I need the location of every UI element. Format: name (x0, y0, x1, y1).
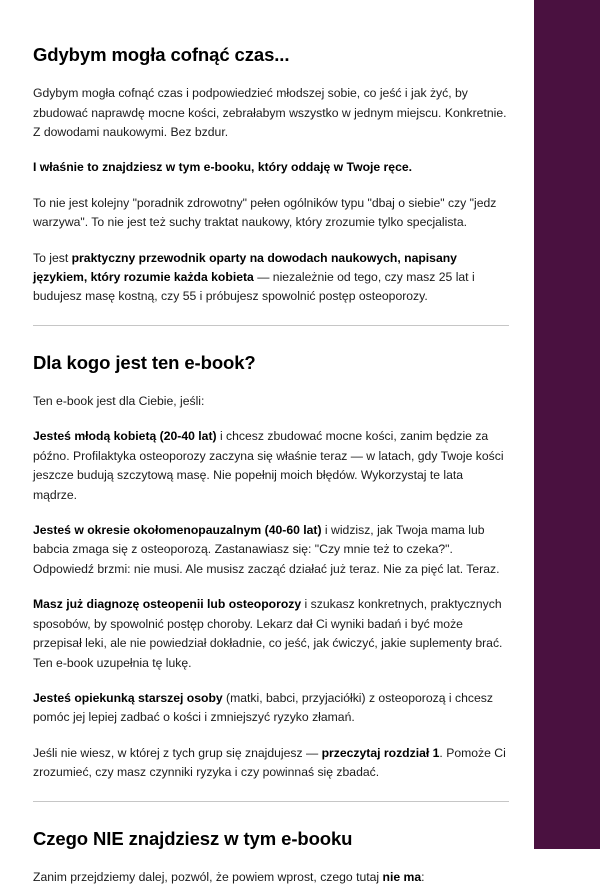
dla-kogo-closing-bold: przeczytaj rozdział 1 (321, 745, 440, 760)
intro-paragraph-2-bold (33, 158, 508, 177)
czego-nie-intro-lead: Zanim przejdziemy dalej, pozwól, że powiem wprost, czego tutaj (33, 869, 383, 884)
section-heading-dla-kogo: Dla kogo jest ten e-book? (33, 351, 256, 373)
section-divider-2 (33, 801, 509, 802)
intro-paragraph-3: To nie jest kolejny "poradnik zdrowotny" pełen ogólników typu "dbaj o siebie" czy "jedz warzywa". To nie jest też suchy traktat naukowy, który zrozumie tylko specjalista. (33, 195, 497, 230)
intro-highlight: I właśnie to znajdziesz w tym e-booku, który oddaję w Twoje ręce. (33, 160, 413, 175)
audience-item-3 (33, 595, 508, 673)
audience-item-4-text: (matki, babci, przyjaciółki) z osteoporozą i chcesz pomóc jej lepiej zadbać o kości i zmniejszyć ryzyko złamań. (33, 690, 493, 725)
intro-p4-tail: — niezależnie od tego, czy masz 25 lat i budujesz masę kostną, czy 55 i próbujesz spowolnić postęp osteoporozy. (33, 270, 475, 304)
audience-item-2 (33, 521, 508, 579)
audience-item-2-text: i widzisz, jak Twoja mama lub babcia zmaga się z osteoporozą. Zastanawiasz się: "Czy mnie też to czeka?". Odpowiedź brzmi: nie musi. Ale musisz zacząć działać już teraz. Nie za pięć lat. Teraz. (33, 523, 500, 576)
page-title: Gdybym mogła cofnąć czas... (33, 44, 290, 65)
dla-kogo-closing-lead: Jeśli nie wiesz, w której z tych grup się znajdujesz — (33, 745, 322, 760)
section-divider-1 (33, 325, 509, 326)
intro-p4-lead: To jest (33, 250, 72, 265)
intro-paragraph-4 (33, 249, 508, 307)
audience-item-1 (33, 427, 508, 505)
section-heading-czego-nie: Czego NIE znajdziesz w tym e-booku (33, 827, 353, 849)
dla-kogo-intro: Ten e-book jest dla Ciebie, jeśli: (33, 394, 205, 409)
dla-kogo-closing (33, 744, 508, 783)
audience-item-4-label: Jesteś opiekunką starszej osoby (33, 690, 223, 705)
audience-item-3-text: i szukasz konkretnych, praktycznych sposobów, by spowolnić postęp choroby. Lekarz dał Ci wyniki badań i być może przepisał leki, ale nie powiedział dokładnie, co jeść, jak ćwiczyć, jakie suplementy brać. Ten e-book uzupełnia tę lukę. (33, 597, 503, 670)
audience-item-3-label: Masz już diagnozę osteopenii lub osteoporozy (33, 597, 302, 612)
side-chapter-band (534, 0, 600, 849)
intro-paragraph-1: Gdybym mogła cofnąć czas i podpowiedzieć młodszej sobie, co jeść i jak żyć, by zbudować naprawdę mocne kości, zebrałabym wszystko w jednym miejscu. Konkretnie. Z dowodami naukowymi. Bez bzdur. (33, 86, 507, 139)
dla-kogo-closing-tail: . Pomoże Ci zrozumieć, czy masz czynniki ryzyka i czy powinnaś się zbadać. (33, 745, 506, 780)
czego-nie-intro-tail: : (421, 869, 425, 884)
audience-item-4 (33, 689, 508, 728)
audience-item-1-text: i chcesz zbudować mocne kości, zanim będzie za późno. Profilaktyka osteoporozy zaczyna się właśnie teraz — w latach, gdy Twoje kości jeszcze budują szczytową masę. Nie popełnij moich błędów. Wykorzystaj te lata mądrze. (33, 429, 504, 502)
czego-nie-intro (33, 868, 508, 887)
czego-nie-intro-bold: nie ma (382, 869, 422, 884)
intro-p4-bold: praktyczny przewodnik oparty na dowodach naukowych, napisany językiem, który rozumie każda kobieta (33, 250, 457, 285)
audience-item-1-label: Jesteś młodą kobietą (20-40 lat) (33, 429, 217, 444)
audience-item-2-label: Jesteś w okresie okołomenopauzalnym (40-60 lat) (33, 523, 322, 538)
